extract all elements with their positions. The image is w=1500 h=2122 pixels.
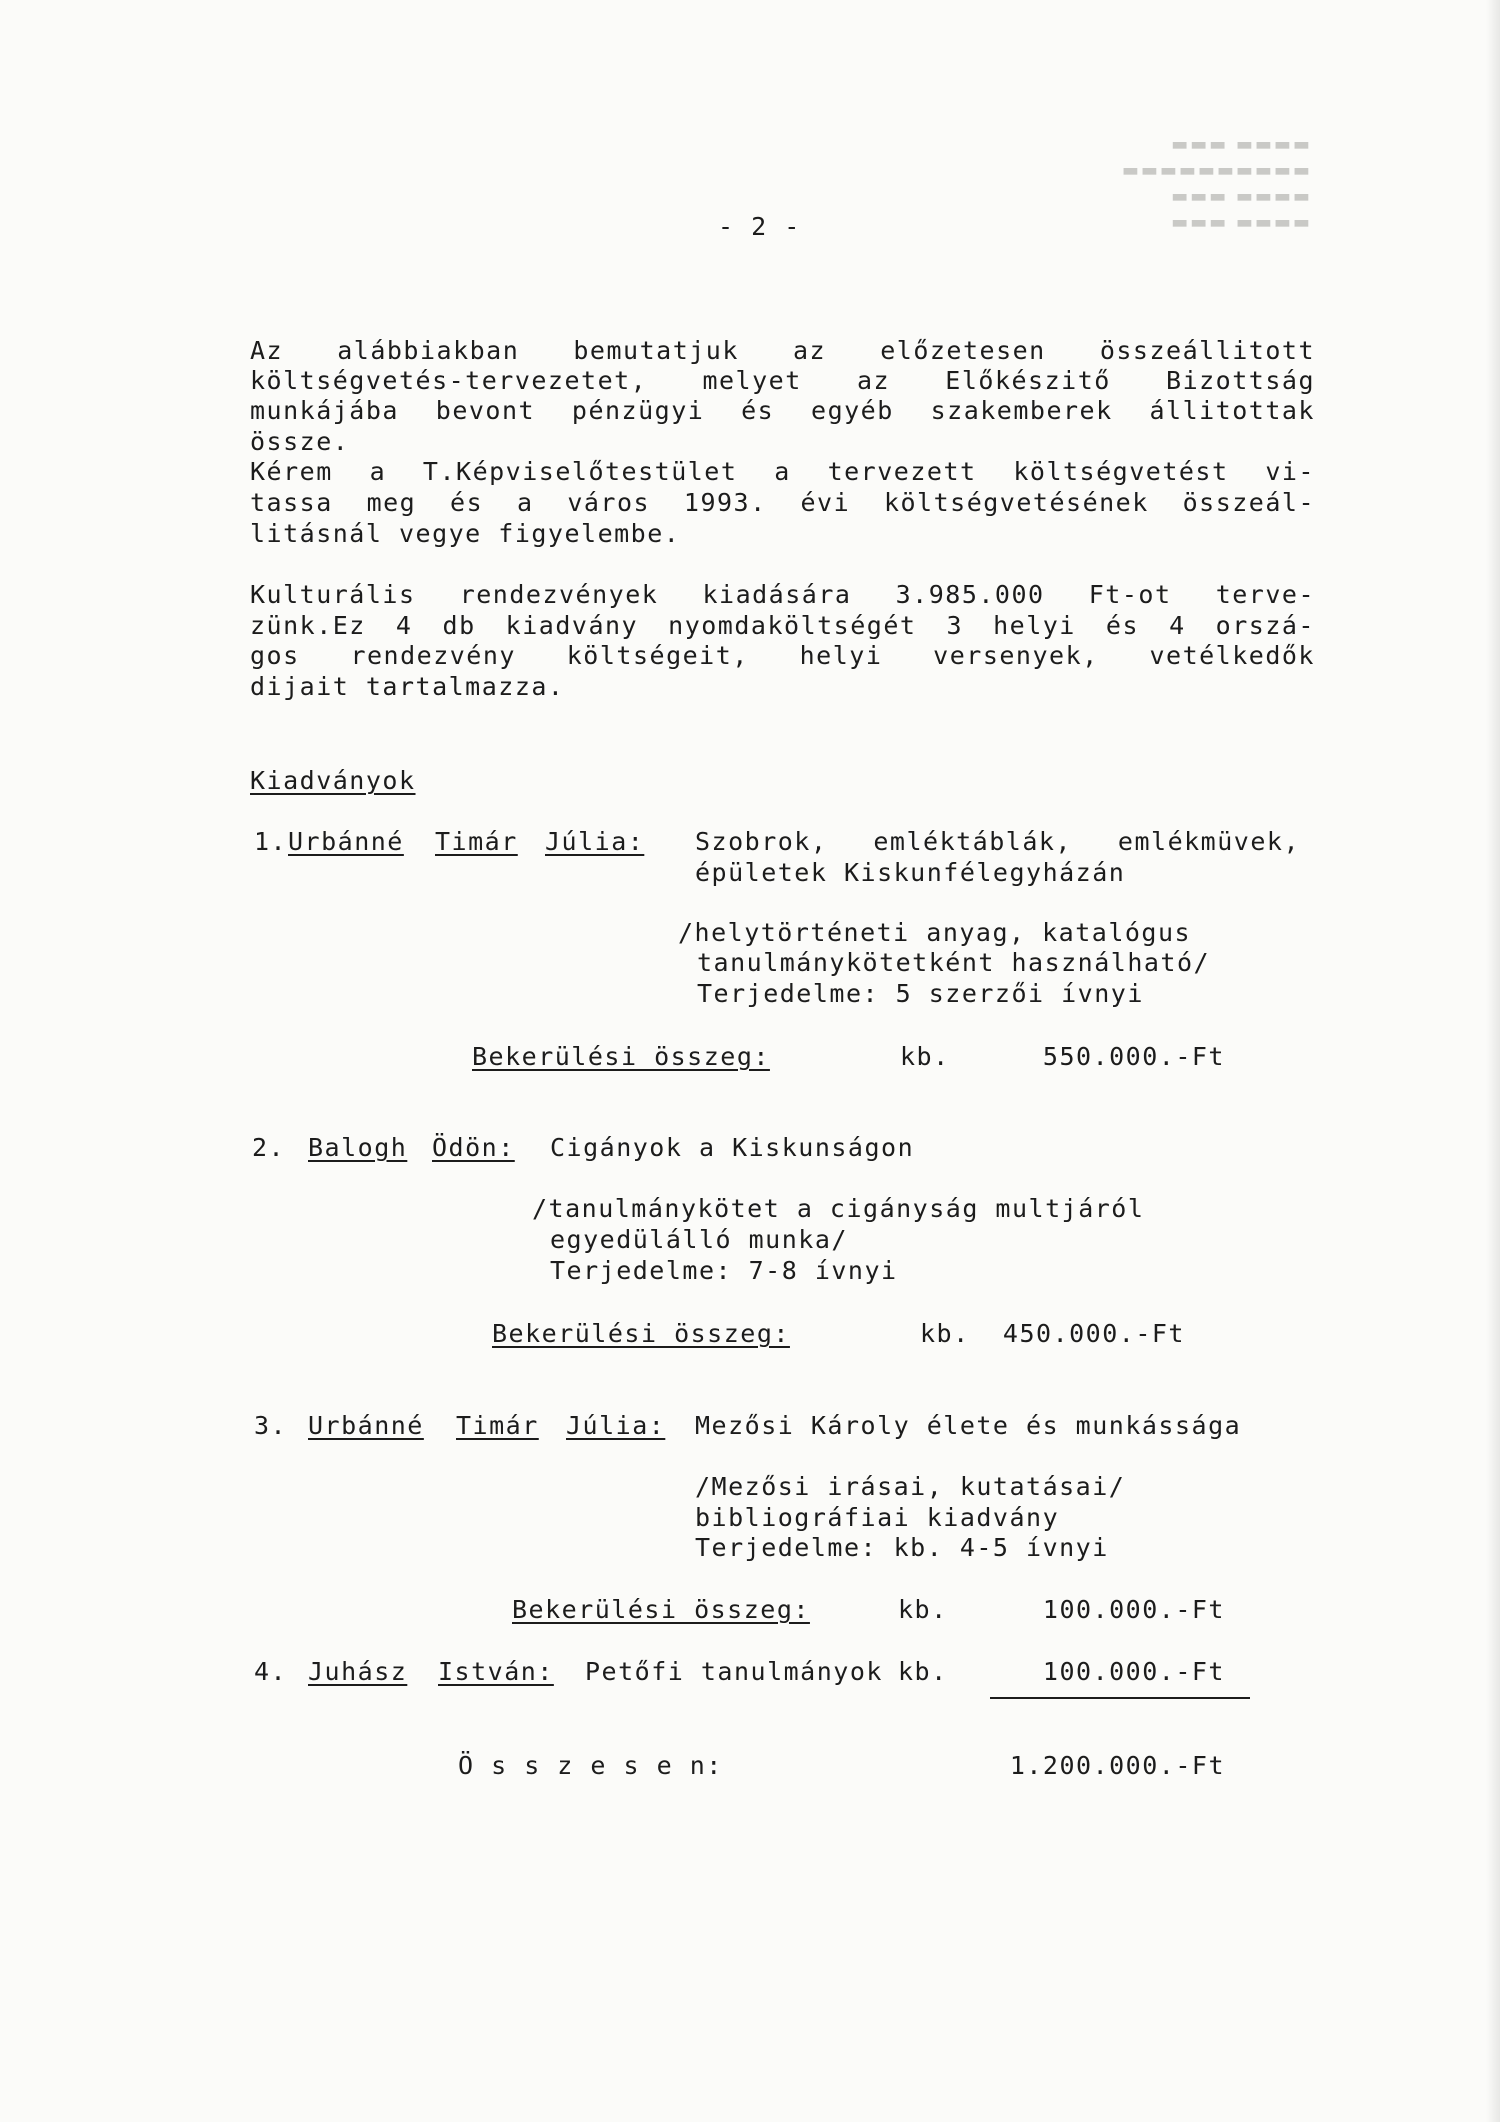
pub-title-line: épületek Kiskunfélegyházán — [695, 858, 1126, 887]
pub-desc-line: tanulmánykötetként használható/ — [697, 948, 1211, 977]
section-title: Kiadványok — [250, 766, 416, 795]
intro-line: Az alábbiakban bemutatjuk az előzetesen összeállitott — [250, 336, 1315, 365]
pub-desc-line: Terjedelme: 5 szerzői ívnyi — [697, 979, 1144, 1008]
paper-edge-shadow — [1486, 0, 1500, 2122]
pub-title: Mezősi Károly élete és munkássága — [695, 1411, 1242, 1440]
pub-title: Petőfi tanulmányok — [585, 1657, 883, 1686]
intro-line: litásnál vegye figyelembe. — [250, 519, 681, 548]
pub-kb: kb. — [898, 1595, 948, 1624]
culture-line: Kulturális rendezvények kiadására 3.985.000 Ft-ot terve- — [250, 580, 1315, 609]
pub-desc-line: bibliográfiai kiadvány — [695, 1503, 1060, 1532]
pub-kb: kb. — [900, 1042, 950, 1071]
intro-line: Kérem a T.Képviselőtestület a tervezett költségvetést vi- — [250, 457, 1315, 486]
bleed-through-stamp: ▬▬▬▬ ▬▬▬ ▬▬▬▬▬▬▬▬▬▬ ▬▬▬▬ ▬▬▬ ▬▬▬▬ ▬▬▬ — [1119, 134, 1310, 233]
pub-desc-line: /Mezősi irásai, kutatásai/ — [695, 1472, 1126, 1501]
cost-label: Bekerülési összeg: — [492, 1319, 790, 1348]
pub-title-line: Szobrok, emléktáblák, emlékmüvek, — [695, 827, 1300, 856]
pub-author-last: István: — [438, 1657, 554, 1686]
pub-kb: kb. — [898, 1657, 948, 1686]
pub-amount: 550.000.-Ft — [1042, 1042, 1225, 1071]
pub-number: 3. — [254, 1411, 288, 1440]
pub-number: 2. — [252, 1133, 286, 1162]
pub-desc-line: /tanulmánykötet a cigányság multjáról — [532, 1194, 1145, 1223]
culture-line: zünk.Ez 4 db kiadvány nyomdaköltségét 3 helyi és 4 orszá- — [250, 611, 1315, 640]
cost-label: Bekerülési összeg: — [512, 1595, 810, 1624]
pub-author-first: Urbánné — [288, 827, 404, 856]
pub-author-last: Júlia: — [566, 1411, 666, 1440]
intro-line: tassa meg és a város 1993. évi költségvetésének összeál- — [250, 488, 1315, 517]
pub-author-first: Juhász — [308, 1657, 408, 1686]
pub-desc-line: Terjedelme: 7-8 ívnyi — [550, 1256, 898, 1285]
pub-author-first: Urbánné — [308, 1411, 424, 1440]
total-label: Ö s s z e s e n: — [458, 1751, 723, 1780]
pub-amount: 100.000.-Ft — [1042, 1595, 1225, 1624]
intro-line: munkájába bevont pénzügyi és egyéb szakemberek állitottak — [250, 396, 1315, 425]
pub-author-first: Balogh — [308, 1133, 408, 1162]
pub-kb: kb. — [920, 1319, 970, 1348]
pub-author-mid: Timár — [456, 1411, 539, 1440]
pub-author-last: Ödön: — [432, 1133, 515, 1162]
pub-amount: 450.000.-Ft — [1002, 1319, 1185, 1348]
intro-line: költségvetés-tervezetet, melyet az Előkészitő Bizottság — [250, 366, 1315, 395]
cost-label: Bekerülési összeg: — [472, 1042, 770, 1071]
pub-amount: 100.000.-Ft — [1042, 1657, 1225, 1686]
page-number: - 2 - — [718, 212, 801, 241]
pub-number: 1. — [254, 827, 288, 856]
sum-rule — [990, 1697, 1250, 1699]
intro-line: össze. — [250, 427, 350, 456]
pub-desc-line: Terjedelme: kb. 4-5 ívnyi — [695, 1533, 1109, 1562]
pub-author-last: Júlia: — [545, 827, 645, 856]
pub-desc-line: /helytörténeti anyag, katalógus — [678, 918, 1192, 947]
pub-number: 4. — [254, 1657, 288, 1686]
pub-title: Cigányok a Kiskunságon — [550, 1133, 915, 1162]
pub-author-mid: Timár — [435, 827, 518, 856]
pub-desc-line: egyedülálló munka/ — [550, 1225, 848, 1254]
culture-line: gos rendezvény költségeit, helyi versenyek, vetélkedők — [250, 641, 1315, 670]
culture-line: dijait tartalmazza. — [250, 672, 565, 701]
total-amount: 1.200.000.-Ft — [1009, 1751, 1225, 1780]
